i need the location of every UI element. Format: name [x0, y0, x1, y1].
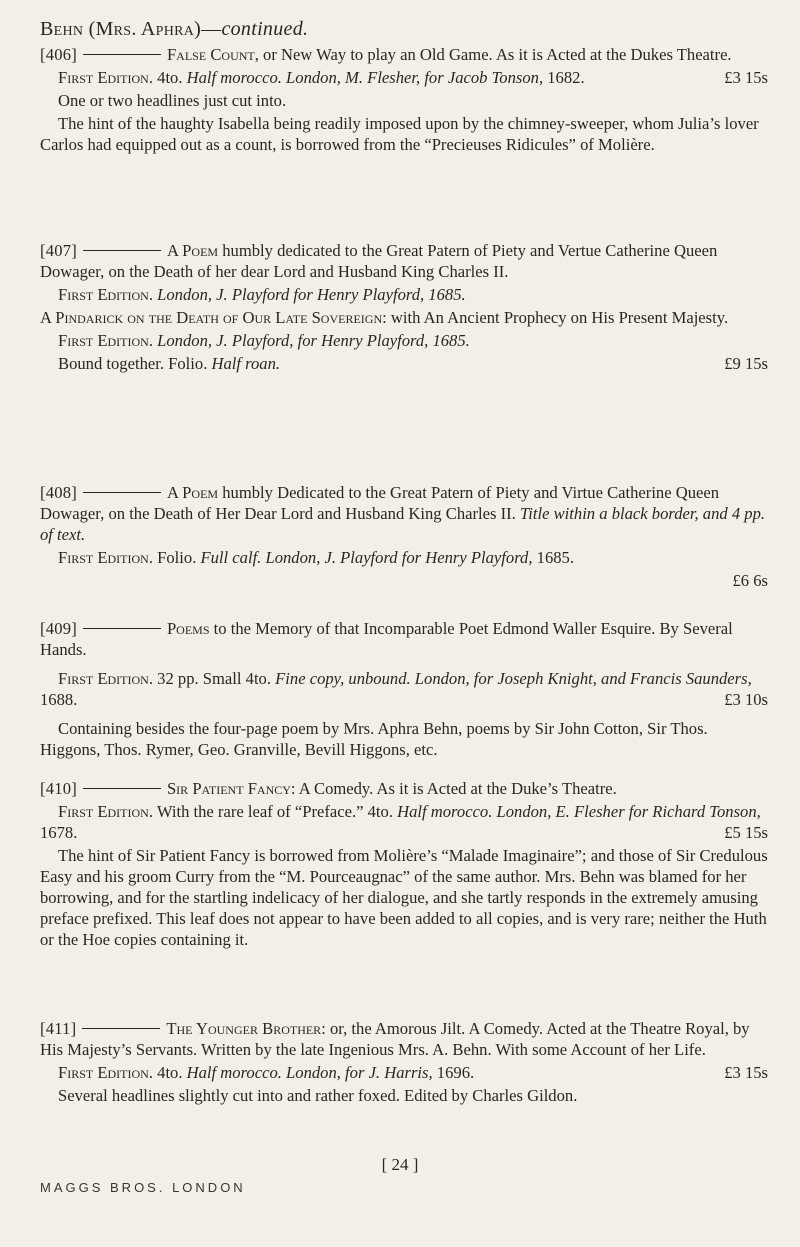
entry-number: [409]	[40, 619, 77, 638]
entry-dash	[83, 628, 161, 629]
page-heading	[40, 18, 308, 41]
binding-text: Bound together. Folio.	[58, 354, 212, 373]
entry-number: [407]	[40, 241, 77, 260]
entry-410	[40, 778, 768, 952]
note: One or two headlines just cut into.	[58, 91, 287, 110]
entry-406	[40, 44, 768, 157]
note: The hint of the haughty Isabella being readily imposed upon by the chimney-sweeper, whom Julia’s lover Carlos had equipped out as a count, is borrowed from the “Precieuses Ridicules” of Molière.	[40, 114, 759, 154]
author-name: Behn (Mrs. Aphra)	[40, 18, 202, 40]
entry-number: [410]	[40, 779, 77, 798]
entry-title: or, the Amorous Jilt. A Comedy. Acted at the Theatre Royal, by His Majesty’s Servants. Written by the late Ingenious Mrs. A. Behn. With some Account of her Life.	[40, 1019, 750, 1059]
edition-imprint: Full calf. London, J. Playford for Henry Playford,	[200, 548, 533, 567]
publisher-footer: MAGGS BROS. LONDON	[40, 1180, 246, 1195]
entry-dash	[83, 54, 161, 55]
note: The hint of Sir Patient Fancy is borrowed from Molière’s “Malade Imaginaire”; and those of Sir Credulous Easy and his groom Curry from the “M. Pourceaugnac” of the same author. Mrs. Behn was blamed for her borrowing, and for the startling indelicacy of her dialogue, and she tartly responds in the extremely amusing preface prefixed. This leaf does not appear to have been added to all copies, and is very rare; neither the Huth or the Hoe copies containing it.	[40, 846, 768, 949]
edition-imprint: London, J. Playford for Henry Playford, 1685.	[157, 285, 466, 304]
edition-label: First Edition.	[58, 331, 153, 350]
binding-material: Half roan.	[211, 354, 281, 373]
edition-imprint: Fine copy, unbound. London, for Joseph Knight, and Francis Saunders,	[275, 669, 752, 688]
entry-dash	[82, 1028, 160, 1029]
edition-label: First Edition.	[58, 548, 153, 567]
edition-year: 1696.	[432, 1063, 475, 1082]
heading-dash: —	[201, 18, 222, 40]
entry-title-lead: Poems	[166, 619, 210, 638]
entry-title-lead: Sir Patient Fancy:	[166, 779, 296, 798]
note: Several headlines slightly cut into and rather foxed. Edited by Charles Gildon.	[58, 1086, 578, 1105]
entry-number: [411]	[40, 1019, 77, 1038]
note: Containing besides the four-page poem by Mrs. Aphra Behn, poems by Sir John Cotton, Sir Thos. Higgons, Thos. Rymer, Geo. Granville, Bevill Higgons, etc.	[40, 719, 708, 759]
entry-dash	[83, 492, 161, 493]
edition-format: 32 pp. Small 4to.	[153, 669, 276, 688]
entry-title-lead: False Count,	[166, 45, 259, 64]
price: £5 15s	[724, 823, 768, 842]
edition-format: With the rare leaf of “Preface.” 4to.	[153, 802, 398, 821]
edition-year: 1688.	[40, 690, 78, 709]
continued-label: continued.	[221, 18, 309, 40]
edition-format: Folio.	[153, 548, 201, 567]
entry-title: humbly Dedicated to the Great Patern of Piety and Virtue Catherine Queen Dowager, on the Death of Her Dear Lord and Husband King Charles II.	[40, 483, 720, 523]
edition-format: 4to.	[153, 68, 187, 87]
entry-409	[40, 618, 768, 762]
edition-format: 4to.	[153, 1063, 187, 1082]
edition-imprint: London, J. Playford, for Henry Playford, 1685.	[157, 331, 470, 350]
edition-imprint: Half morocco. London, M. Flesher, for Jacob Tonson,	[186, 68, 544, 87]
edition-imprint: Half morocco. London, E. Flesher for Richard Tonson,	[397, 802, 761, 821]
entry-dash	[83, 788, 161, 789]
entry-407	[40, 240, 768, 376]
entry-title: or New Way to play an Old Game. As it is Acted at the Dukes Theatre.	[258, 45, 732, 64]
entry-title-lead: The Younger Brother:	[166, 1019, 326, 1038]
entry-dash	[83, 250, 161, 251]
edition-label: First Edition.	[58, 802, 153, 821]
second-title: with An Ancient Prophecy on His Present Majesty.	[386, 308, 729, 327]
price: £3 10s	[724, 690, 768, 709]
edition-label: First Edition.	[58, 68, 153, 87]
price: £6 6s	[732, 571, 768, 590]
entry-title-lead: A Poem	[166, 241, 219, 260]
entry-408	[40, 482, 768, 593]
entry-title: A Comedy. As it is Acted at the Duke’s Theatre.	[295, 779, 617, 798]
title-note: Title within a black border, and 4 pp. of text.	[40, 504, 766, 544]
edition-year: 1682.	[543, 68, 585, 87]
entry-411	[40, 1018, 768, 1108]
price: £9 15s	[724, 354, 768, 373]
entry-title: humbly dedicated to the Great Patern of Piety and Vertue Catherine Queen Dowager, on the Death of her dear Lord and Husband King Charles II.	[40, 241, 718, 281]
edition-label: First Edition.	[58, 1063, 153, 1082]
edition-year: 1685.	[532, 548, 574, 567]
edition-label: First Edition.	[58, 285, 153, 304]
entry-title: to the Memory of that Incomparable Poet Edmond Waller Esquire. By Several Hands.	[40, 619, 733, 659]
entry-title-lead: A Poem	[166, 483, 219, 502]
edition-label: First Edition.	[58, 669, 153, 688]
entry-number: [406]	[40, 45, 77, 64]
second-title-lead: A Pindarick on the Death of Our Late Sovereign:	[40, 308, 387, 327]
entry-number: [408]	[40, 483, 77, 502]
edition-year: 1678.	[40, 823, 78, 842]
price: £3 15s	[724, 1063, 768, 1082]
page-number: [ 24 ]	[381, 1155, 419, 1174]
edition-imprint: Half morocco. London, for J. Harris,	[186, 1063, 433, 1082]
price: £3 15s	[724, 68, 768, 87]
